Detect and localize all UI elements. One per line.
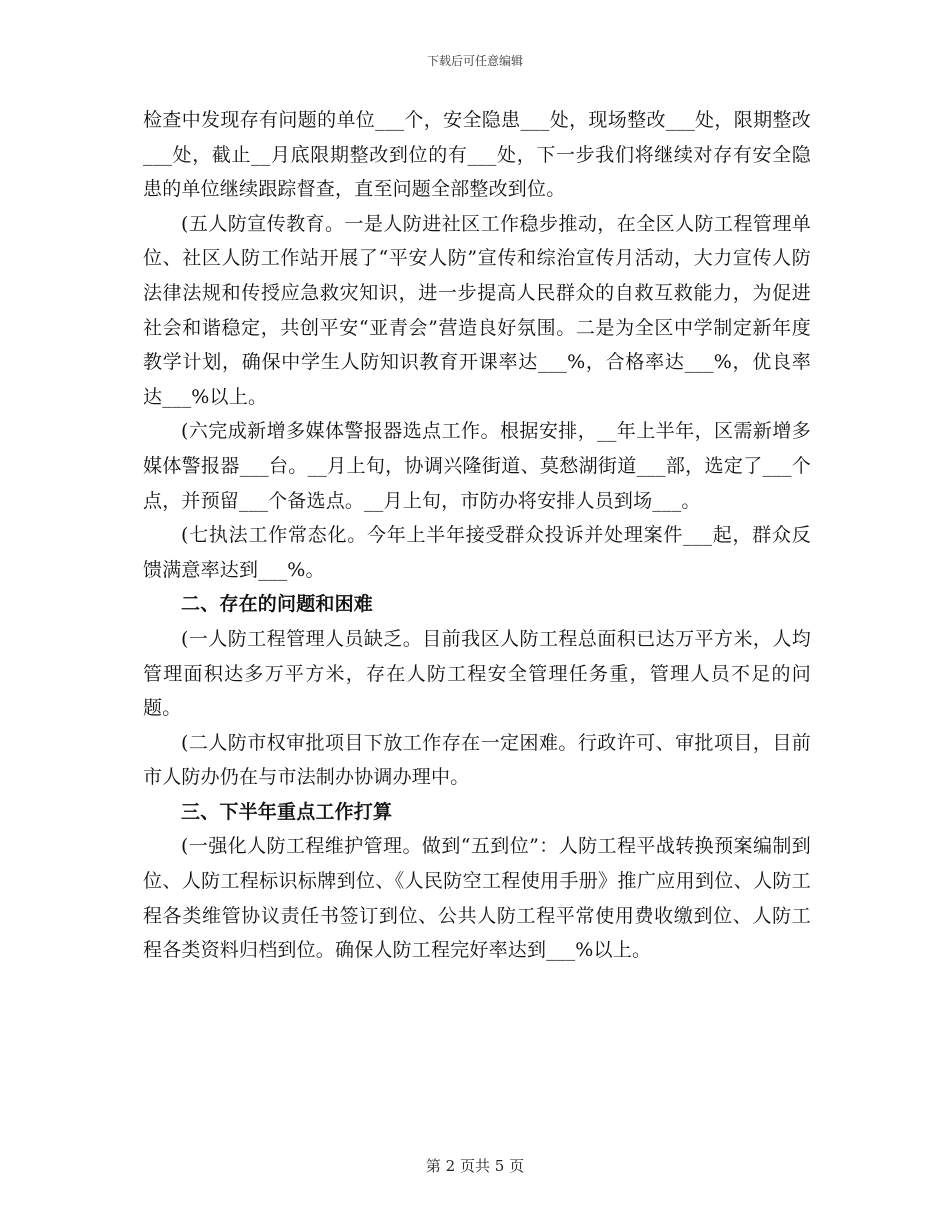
document-body	[143, 103, 811, 968]
paragraph-law-enforcement: (七执法工作常态化。今年上半年接受群众投诉并处理案件___起，群众反馈满意率达到___%。	[143, 524, 811, 581]
paragraph-staff-shortage: (一人防工程管理人员缺乏。目前我区人防工程总面积已达万平方米，人均管理面积达多万平方米，存在人防工程安全管理任务重，管理人员不足的问题。	[143, 627, 811, 720]
section-heading-plans: 三、下半年重点工作打算	[181, 800, 393, 823]
section-heading-problems: 二、存在的问题和困难	[181, 593, 374, 616]
paragraph-maintenance-management: (一强化人防工程维护管理。做到“五到位”：人防工程平战转换预案编制到位、人防工程标识标牌到位、《人民防空工程使用手册》推广应用到位、人防工程各类维管协议责任书签订到位、公共人防工程平常使用费收缴到位、人防工程各类资料归档到位。确保人防工程完好率达到___%以上。	[143, 835, 811, 962]
paragraph-continuation: 检查中发现存有问题的单位___个，安全隐患___处，现场整改___处，限期整改___处，截止__月底限期整改到位的有___处，下一步我们将继续对存有安全隐患的单位继续跟踪督查，直至问题全部整改到位。	[143, 109, 811, 201]
paragraph-siren-site-selection: (六完成新增多媒体警报器选点工作。根据安排，__年上半年，区需新增多媒体警报器___台。__月上旬，协调兴隆街道、莫愁湖街道___部，选定了___个点，并预留___个备选点。__月上旬，市防办将安排人员到场___。	[143, 420, 811, 512]
paragraph-approval-delegation: (二人防市权审批项目下放工作存在一定困难。行政许可、审批项目，目前市人防办仍在与市法制办协调办理中。	[143, 731, 811, 789]
page-header-note: 下载后可任意编辑	[426, 54, 523, 68]
paragraph-civil-defense-education: (五人防宣传教育。一是人防进社区工作稳步推动，在全区人防工程管理单位、社区人防工作站开展了“平安人防”宣传和综治宣传月活动，大力宣传人防法律法规和传授应急救灾知识，进一步提高人民群众的自救互救能力，为促进社会和谐稳定，共创平安“亚青会”营造良好氛围。二是为全区中学制定新年度教学计划，确保中学生人防知识教育开课率达___%，合格率达___%，优良率达___%以上。	[143, 212, 811, 408]
page-number: 第 2 页共 5 页	[425, 1157, 525, 1175]
